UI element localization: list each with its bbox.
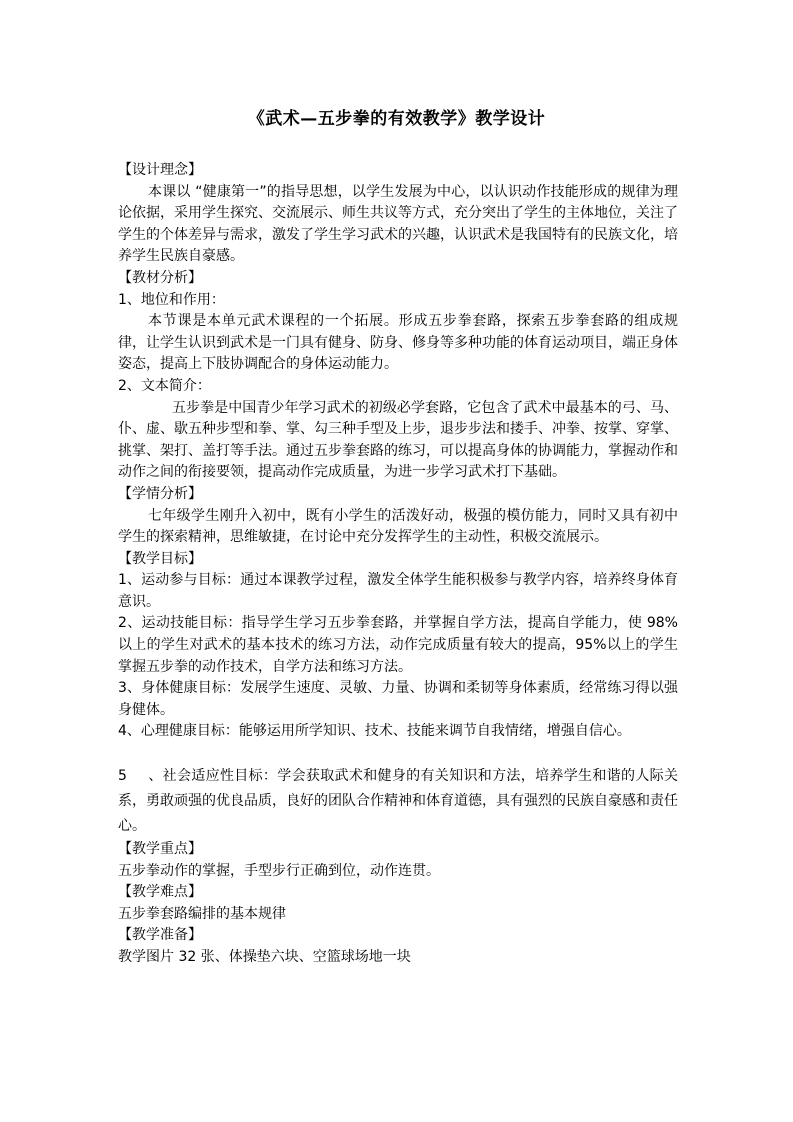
goal-item: 3、身体健康目标：发展学生速度、灵敏、力量、协调和柔韧等身体素质，经常练习得以强身健体。 — [118, 680, 678, 718]
goal-item: 4、心理健康目标：能够运用所学知识、技术、技能来调节自我情绪，增强自信心。 — [118, 723, 631, 740]
material-sub1-title: 1、地位和作用： — [118, 291, 225, 308]
difficulty-heading: 【教学难点】 — [118, 884, 202, 901]
material-sub1-body: 本节课是本单元武术课程的一个拓展。形成五步拳套路，探索五步拳套路的组成规律，让学生认识到武术是一门具有健身、防身、修身等多种功能的体育运动项目，端正身体姿态，提高上下肢协调配合的身体运动能力。 — [118, 313, 678, 373]
key-heading: 【教学重点】 — [118, 841, 202, 858]
material-sub2-body: 五步拳是中国青少年学习武术的初级必学套路，它包含了武术中最基本的弓、马、仆、虚、歇五种步型和拳、掌、勾三种手型及上步，退步步法和搂手、冲拳、按掌、穿掌、挑掌、架打、盖打等手法。通过五步拳套路的练习，可以提高身体的协调能力，掌握动作和动作之间的衔接要领，提高动作完成质量，为进一步学习武术打下基础。 — [118, 399, 678, 481]
concept-body: 本课以 “健康第一”的指导思想，以学生发展为中心，以认识动作技能形成的规律为理论依据，采用学生探究、交流展示、师生共议等方式，充分突出了学生的主体地位，关注了学生的个体差异与需求，激发了学生学习武术的兴趣，认识武术是我国特有的民族文化，培养学生民族自豪感。 — [118, 183, 678, 265]
goal-item: 1、运动参与目标：通过本课教学过程，激发全体学生能积极参与教学内容，培养终身体育意识。 — [118, 572, 678, 610]
goals-heading: 【教学目标】 — [118, 550, 202, 567]
goal-item-5 — [118, 764, 678, 839]
goal-item: 2、运动技能目标：指导学生学习五步拳套路，并掌握自学方法，提高自学能力，使 98%以上的学生对武术的基本技术的练习方法，动作完成质量有较大的提高，95%以上的学生掌握五步拳的动作技术，自学方法和练习方法。 — [118, 615, 678, 675]
concept-heading: 【设计理念】 — [118, 162, 202, 178]
students-heading: 【学情分析】 — [118, 485, 202, 502]
spacer — [118, 743, 678, 764]
difficulty-body: 五步拳套路编排的基本规律 — [118, 905, 286, 922]
goal-item-5-text: 、社会适应性目标：学会获取武术和健身的有关知识和方法，培养学生和谐的人际关系，勇敢顽强的优良品质，良好的团队合作精神和体育道德，具有强烈的民族自豪感和责任心。 — [118, 768, 678, 835]
key-body: 五步拳动作的掌握，手型步行正确到位，动作连贯。 — [118, 862, 440, 879]
students-body: 七年级学生刚升入初中，既有小学生的活泼好动，极强的模仿能力，同时又具有初中学生的探索精神，思维敏捷，在讨论中充分发挥学生的主动性，积极交流展示。 — [118, 507, 678, 546]
prep-heading: 【教学准备】 — [118, 927, 202, 944]
prep-body: 教学图片 32 张、体操垫六块、空篮球场地一块 — [118, 949, 411, 965]
document-body — [118, 160, 678, 969]
document-title: 《武术—五步拳的有效教学》教学设计 — [247, 109, 546, 129]
material-sub2-title: 2、文本简介： — [118, 377, 211, 394]
material-heading: 【教材分析】 — [118, 269, 202, 286]
goal-item-5-number: 5 — [118, 768, 127, 785]
